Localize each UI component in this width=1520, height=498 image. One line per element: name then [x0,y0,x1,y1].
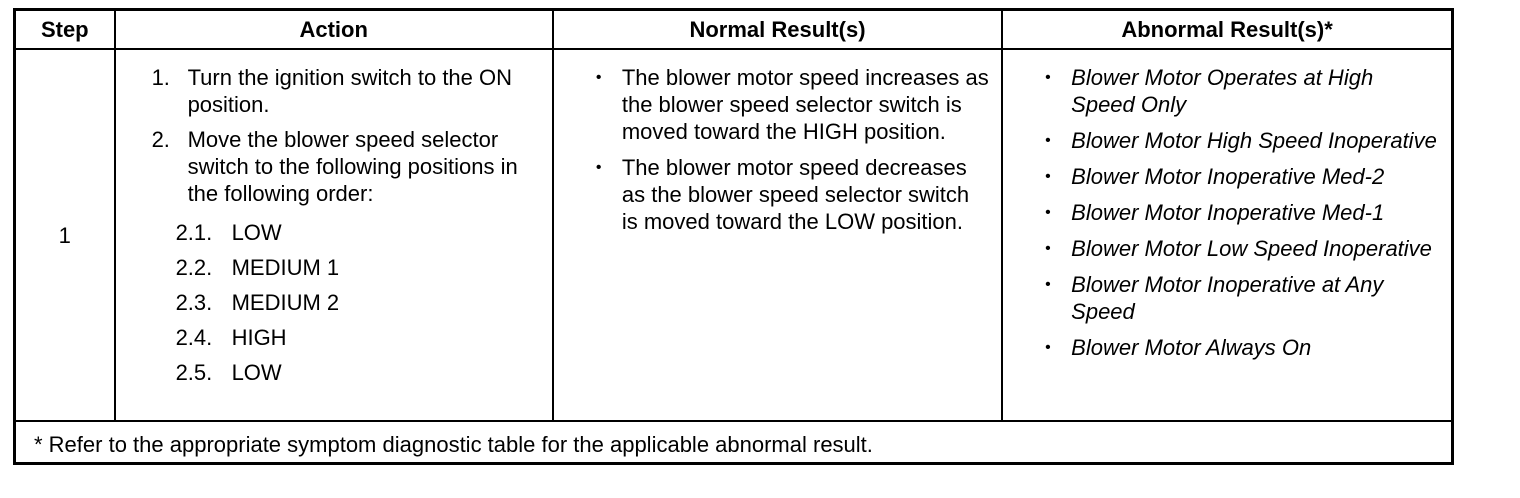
sub-action-item [176,355,552,390]
bullet-icon: • [1045,339,1051,356]
action-text: Move the blower speed selector switch to the following positions in the following order: [187,127,518,206]
normal-result-text: The blower motor speed increases as the blower speed selector switch is moved toward the HIGH position. [621,65,989,144]
sub-action-number: 2.4. [175,325,213,350]
bullet-icon: • [1045,204,1051,221]
footnote: * Refer to the appropriate symptom diagnostic table for the applicable abnormal result. [15,421,1453,464]
header-abnormal-results: Abnormal Result(s)* [1002,10,1452,50]
abnormal-result-text: Blower Motor Inoperative at Any Speed [1071,272,1384,324]
action-cell [115,49,553,421]
bullet-icon: • [1045,276,1051,293]
abnormal-result-text: Blower Motor High Speed Inoperative [1071,128,1437,153]
sub-action-text: MEDIUM 2 [231,290,340,315]
sub-action-text: MEDIUM 1 [231,255,340,280]
abnormal-result-text: Blower Motor Inoperative Med-2 [1071,164,1385,189]
header-normal-results: Normal Result(s) [553,10,1002,50]
normal-result-text: The blower motor speed decreases as the blower speed selector switch is moved toward the LOW position. [621,155,970,234]
sub-action-number: 2.3. [175,290,213,315]
normal-results-list [554,64,1001,235]
abnormal-result-item [1045,271,1439,325]
sub-action-text: LOW [231,220,282,245]
normal-result-item [596,64,989,145]
action-item [152,126,542,207]
sub-action-number: 2.2. [175,255,213,280]
sub-action-text: LOW [231,360,282,385]
diagnostic-table [13,8,1454,465]
abnormal-result-item [1045,235,1439,262]
abnormal-result-text: Blower Motor Always On [1071,335,1312,360]
header-action: Action [115,10,553,50]
abnormal-results-list [1003,64,1451,361]
sub-action-item [176,320,552,355]
action-text: Turn the ignition switch to the ON position. [187,65,513,117]
sub-action-text: HIGH [231,325,287,350]
bullet-icon: • [1045,132,1051,149]
sub-action-item [176,285,552,320]
normal-results-cell [553,49,1002,421]
table-row [15,49,1453,421]
abnormal-result-text: Blower Motor Operates at High Speed Only [1071,65,1374,117]
normal-result-item [596,154,989,235]
sub-action-item [176,215,552,250]
abnormal-result-text: Blower Motor Inoperative Med-1 [1071,200,1385,225]
action-number: 1. [151,65,170,90]
bullet-icon: • [1045,69,1051,86]
abnormal-result-item [1045,199,1439,226]
sub-action-number: 2.5. [175,360,213,385]
footnote-row [15,421,1453,464]
action-item [152,64,542,118]
bullet-icon: • [595,159,602,176]
sub-action-item [176,250,552,285]
bullet-icon: • [1045,168,1051,185]
sub-action-list [116,215,552,390]
abnormal-result-item [1045,64,1439,118]
bullet-icon: • [595,69,602,86]
action-list [116,64,552,207]
sub-action-number: 2.1. [175,220,213,245]
action-number: 2. [151,127,170,152]
step-number: 1 [15,49,115,421]
abnormal-results-cell [1002,49,1452,421]
abnormal-result-item [1045,334,1439,361]
header-row [15,10,1453,50]
bullet-icon: • [1045,240,1051,257]
abnormal-result-item [1045,163,1439,190]
abnormal-result-text: Blower Motor Low Speed Inoperative [1071,236,1432,261]
header-step: Step [15,10,115,50]
abnormal-result-item [1045,127,1439,154]
